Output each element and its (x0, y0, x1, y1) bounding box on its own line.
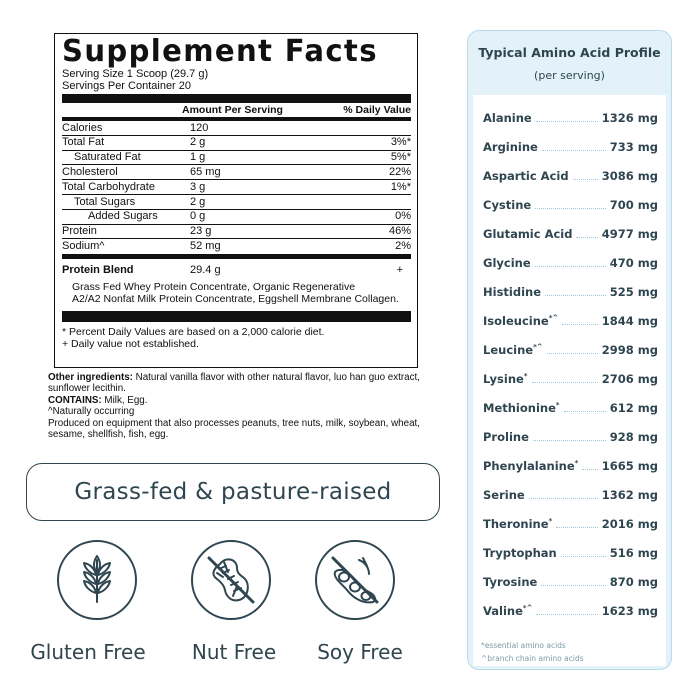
amino-title: Typical Amino Acid Profile (478, 45, 661, 60)
footnote-dv: * Percent Daily Values are based on a 2,000 calorie diet. (62, 326, 325, 339)
contains-line: CONTAINS: Milk, Egg. (48, 394, 148, 406)
soy-free-label: Soy Free (317, 640, 403, 664)
nutrient-row: Total Carbohydrate 3 g 1%* (62, 180, 411, 195)
amino-row: Aspartic Acid 3086 mg (483, 169, 658, 183)
amino-row: Cystine 700 mg (483, 198, 658, 212)
nutrient-row: Protein 23 g 46% (62, 225, 411, 240)
naturally-occurring-note: ^Naturally occurring (48, 406, 135, 418)
amino-row: Glutamic Acid 4977 mg (483, 227, 658, 241)
amino-row: Phenylalanine* 1665 mg (483, 459, 658, 473)
nutrient-row: Saturated Fat 1 g 5%* (62, 151, 411, 166)
amino-row: Leucine*^ 2998 mg (483, 343, 658, 357)
peanut-icon (191, 540, 271, 620)
nutrient-row: Added Sugars 0 g 0% (62, 210, 411, 225)
equipment-note: Produced on equipment that also processes peanuts, tree nuts, milk, soybean, wheat, sesame, shellfish, fish, egg. (48, 417, 420, 441)
footnote-plus: + Daily value not established. (62, 338, 199, 351)
amino-acid-panel (467, 30, 672, 670)
supplement-facts-panel (54, 33, 418, 368)
serving-size: Serving Size 1 Scoop (29.7 g) (62, 68, 209, 80)
amino-row: Methionine* 612 mg (483, 401, 658, 415)
grass-fed-banner (26, 463, 440, 521)
amino-row: Isoleucine*^ 1844 mg (483, 314, 658, 328)
amino-row: Arginine 733 mg (483, 140, 658, 154)
soybean-icon (315, 540, 395, 620)
nutrient-row: Sodium^ 52 mg 2% (62, 240, 411, 253)
amino-subtitle: (per serving) (534, 69, 605, 82)
grass-fed-text: Grass-fed & pasture-raised (74, 479, 392, 505)
amino-row: Tyrosine 870 mg (483, 575, 658, 589)
nutrient-row: Total Sugars 2 g (62, 195, 411, 210)
amino-row: Lysine* 2706 mg (483, 372, 658, 386)
protein-blend-description: Grass Fed Whey Protein Concentrate, Organic Regenerative A2/A2 Nonfat Milk Protein Concentrate, Eggshell Membrane Collagen. (72, 281, 399, 306)
amino-row: Alanine 1326 mg (483, 111, 658, 125)
nut-free-label: Nut Free (191, 640, 277, 664)
servings-per-container: Servings Per Container 20 (62, 80, 192, 92)
facts-header-row (62, 103, 411, 118)
amino-row: Theronine* 2016 mg (483, 517, 658, 531)
wheat-icon (57, 540, 137, 620)
header-amount: Amount Per Serving (182, 103, 283, 116)
amino-row: Tryptophan 516 mg (483, 546, 658, 560)
nutrient-row: Cholesterol 65 mg 22% (62, 165, 411, 180)
amino-row: Proline 928 mg (483, 430, 658, 444)
facts-divider-thick (62, 311, 411, 322)
amino-row: Valine*^ 1623 mg (483, 604, 658, 618)
nutrient-row: Calories 120 (62, 121, 411, 136)
facts-title: Supplement Facts (62, 34, 378, 69)
branch-chain-note: ^branch chain amino acids (481, 654, 584, 663)
essential-note: *essential amino acids (481, 641, 566, 650)
amino-row: Serine 1362 mg (483, 488, 658, 502)
gluten-free-label: Gluten Free (30, 640, 146, 664)
amino-row: Histidine 525 mg (483, 285, 658, 299)
facts-divider-thick (62, 94, 411, 103)
header-dv: % Daily Value (343, 103, 411, 116)
protein-blend-row: Protein Blend 29.4 g + (62, 263, 403, 276)
nutrient-row: Total Fat 2 g 3%* (62, 136, 411, 151)
amino-list (473, 95, 666, 666)
ingredients-block (48, 372, 428, 440)
other-ingredients: Other ingredients: Natural vanilla flavor with other natural flavor, luo han guo extract, sunflower lecithin. (48, 372, 420, 395)
amino-row: Glycine 470 mg (483, 256, 658, 270)
